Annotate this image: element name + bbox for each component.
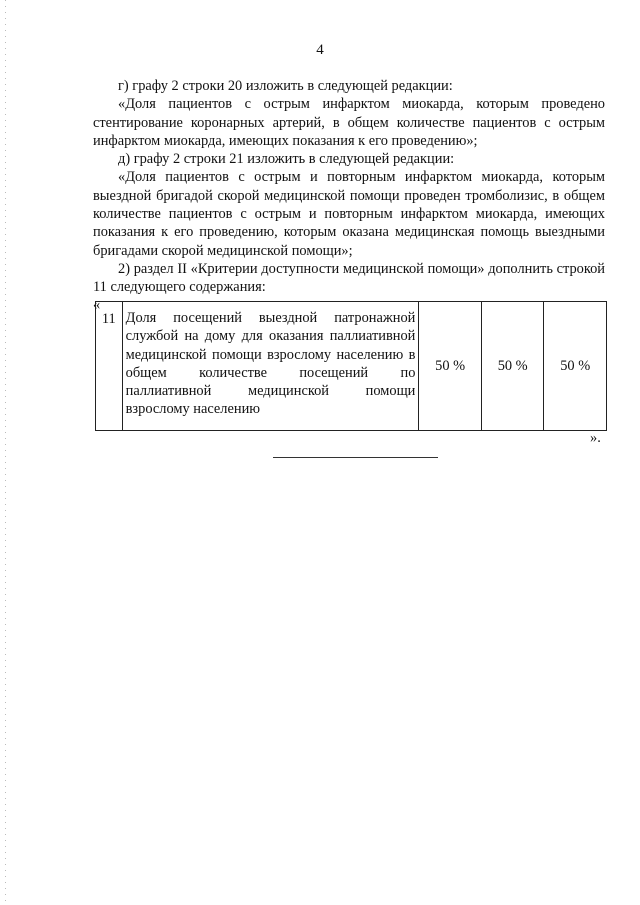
paragraph-amend-row-21: д) графу 2 строки 21 изложить в следующей редакции: — [118, 151, 455, 168]
value-cell-1: 50 % — [419, 302, 482, 431]
inserted-row-table — [95, 301, 607, 431]
paragraph-amend-row-20: г) графу 2 строки 20 изложить в следующей редакции: — [118, 78, 453, 94]
page-number: 4 — [316, 42, 324, 58]
paragraph-row-21-text: «Доля пациентов с острым и повторным инфарктом миокарда, которым выездной бригадой скорой медицинской помощи проведен тромболизис, в общем количестве пациентов с острым и повторным инфарктом миокарда, имеющих показания к его проведению, которым оказана медицинская помощь выездными бригадами скорой медицинской помощи»; — [93, 169, 605, 259]
value-cell-2: 50 % — [481, 302, 544, 431]
paragraph-section-ii: 2) раздел II «Критерии доступности медицинской помощи» дополнить строкой 11 следующего содержания: — [93, 260, 605, 296]
row-number-cell: 11 — [96, 302, 123, 431]
scan-margin-edge — [5, 0, 6, 905]
separator-line — [273, 457, 438, 458]
row-description-cell: Доля посещений выездной патронажной службой на дому для оказания паллиативной медицинской помощи взрослому населению в общем количестве посещений по паллиативной медицинской помощи взрослому населению — [122, 302, 419, 431]
opening-quote: « — [93, 296, 101, 313]
table-row — [96, 302, 607, 431]
value-cell-3: 50 % — [544, 302, 607, 431]
paragraph-row-20-text: «Доля пациентов с острым инфарктом миокарда, которым проведено стентирование коронарных артерий, в общем количестве пациентов с острым инфарктом миокарда, имеющих показания к его проведению»; — [93, 96, 605, 149]
closing-quote: ». — [590, 430, 601, 446]
document-body — [93, 77, 605, 313]
